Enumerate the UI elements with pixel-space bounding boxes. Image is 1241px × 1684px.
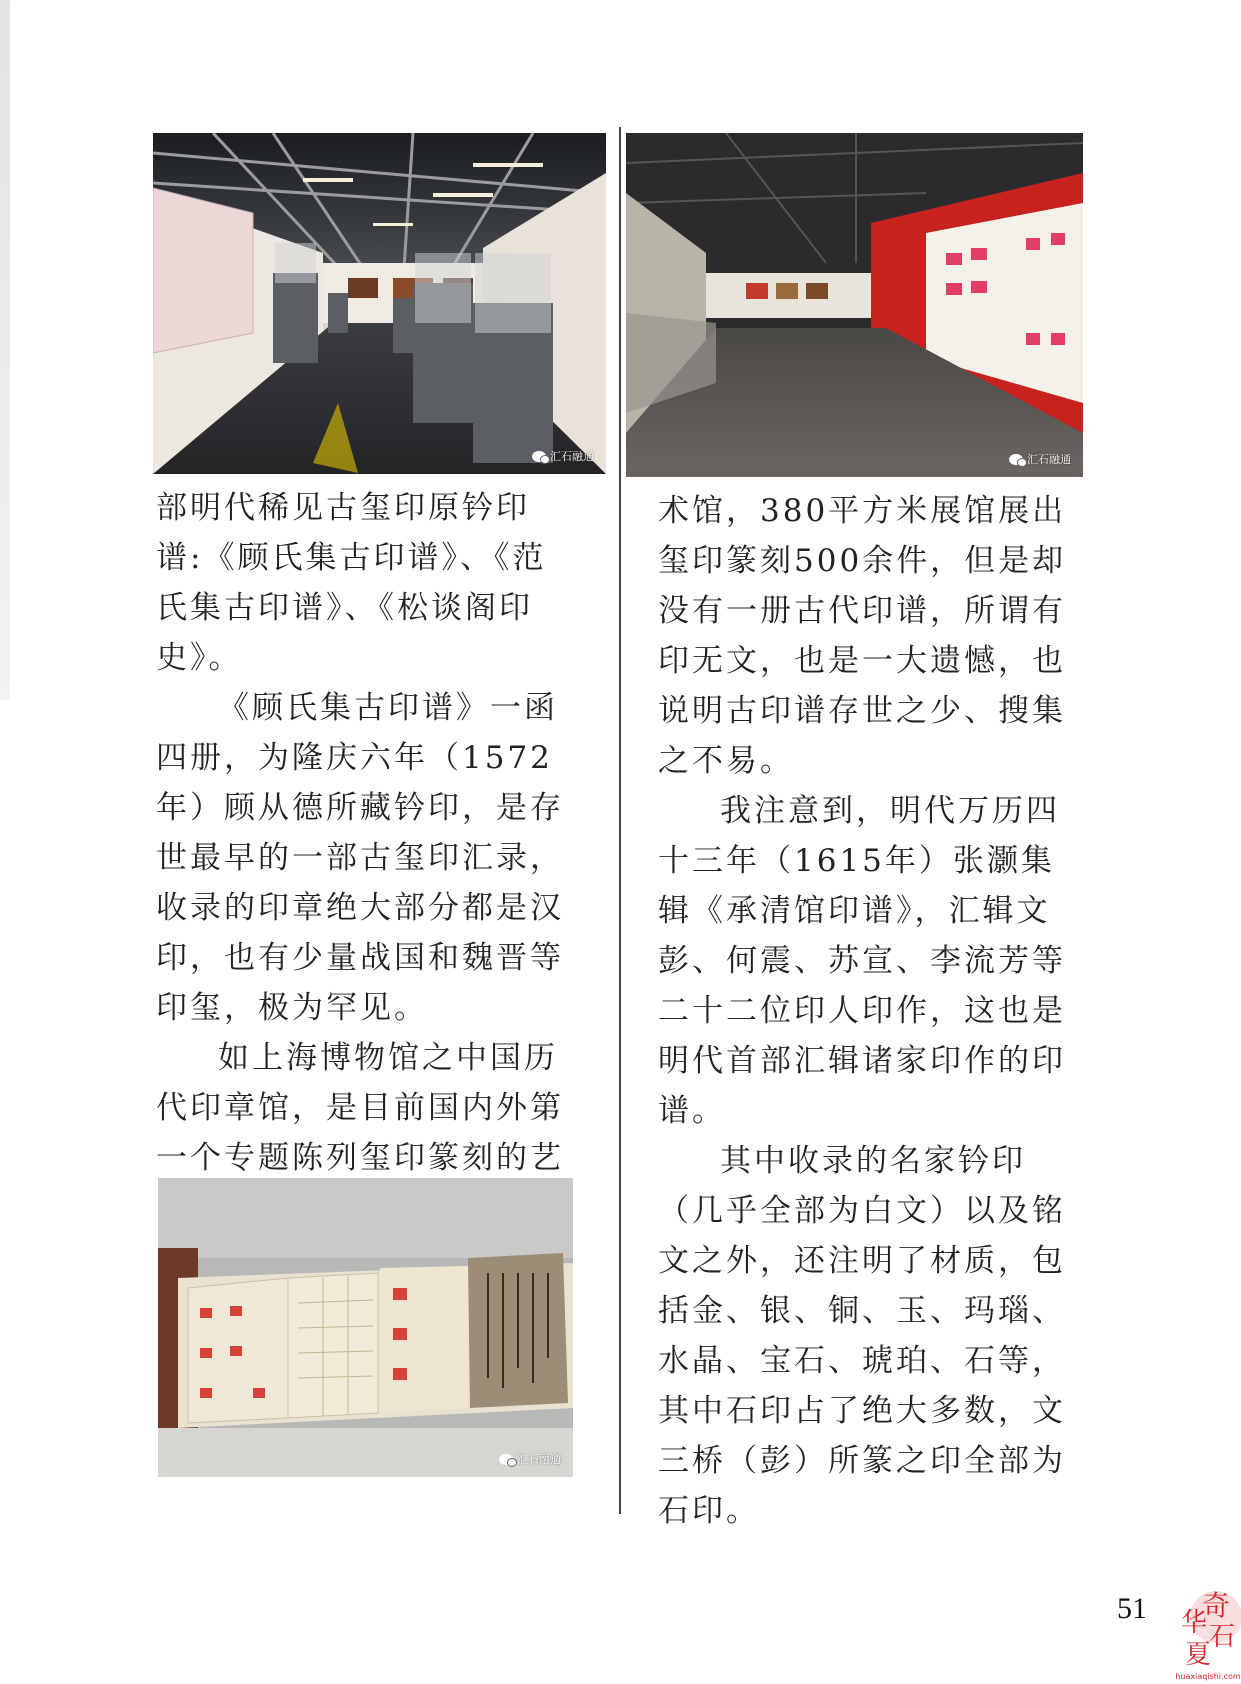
wechat-icon [532, 451, 546, 462]
exhibition-hall-illustration-2 [626, 133, 1083, 477]
paragraph: 术馆，380平方米展馆展出玺印篆刻500余件，但是却没有一册古代印谱，所谓有印无文，也是一大遗憾，也说明古印谱存世之少、搜集之不易。 [658, 493, 1067, 779]
logo-char-hua: 华 [1180, 1608, 1208, 1638]
watermark: 汇石融通 [499, 1451, 561, 1467]
exhibition-hall-illustration-1 [153, 133, 606, 474]
wechat-icon [499, 1454, 513, 1465]
exhibition-hall-photo-right [626, 133, 1083, 477]
exhibition-hall-photo-left [153, 133, 606, 474]
paragraph: 《顾氏集古印谱》一函四册，为隆庆六年（1572年）顾从德所藏钤印，是存世最早的一部古玺印汇录，收录的印章绝大部分都是汉印，也有少量战国和魏晋等印玺，极为罕见。 [156, 690, 564, 1026]
column-divider [619, 127, 621, 1514]
watermark: 汇石融通 [532, 448, 594, 464]
left-text-column [156, 483, 576, 1183]
watermark: 汇石融通 [1009, 451, 1071, 467]
wechat-icon [1009, 454, 1023, 465]
seal-album-illustration [158, 1178, 573, 1477]
right-text-column [658, 486, 1078, 1536]
paragraph: 部明代稀见古玺印原钤印谱:《顾氏集古印谱》、《范氏集古印谱》、《松谈阁印史》。 [156, 490, 547, 676]
logo-url: huaxiaqishi.com [1175, 1672, 1241, 1681]
page-edge-shadow [0, 0, 10, 700]
page-number: 51 [1117, 1592, 1147, 1625]
paragraph: 如上海博物馆之中国历代印章馆，是目前国内外第一个专题陈列玺印篆刻的艺 [156, 1040, 564, 1176]
seal-album-photo [158, 1178, 573, 1477]
huaxia-qishi-logo [1172, 1573, 1241, 1684]
logo-char-qi: 奇 [1201, 1589, 1231, 1622]
logo-char-xia: 夏 [1184, 1640, 1212, 1670]
paragraph: 其中收录的名家钤印（几乎全部为白文）以及铭文之外，还注明了材质，包括金、银、铜、玉、玛瑙、水晶、宝石、琥珀、石等，其中石印占了绝大多数，文三桥（彭）所篆之印全部为石印。 [658, 1143, 1066, 1529]
logo-char-shi: 石 [1208, 1622, 1236, 1652]
paragraph: 我注意到，明代万历四十三年（1615年）张灏集辑《承清馆印谱》，汇辑文彭、何震、苏宣、李流芳等二十二位印人印作，这也是明代首部汇辑诸家印作的印谱。 [658, 793, 1066, 1129]
